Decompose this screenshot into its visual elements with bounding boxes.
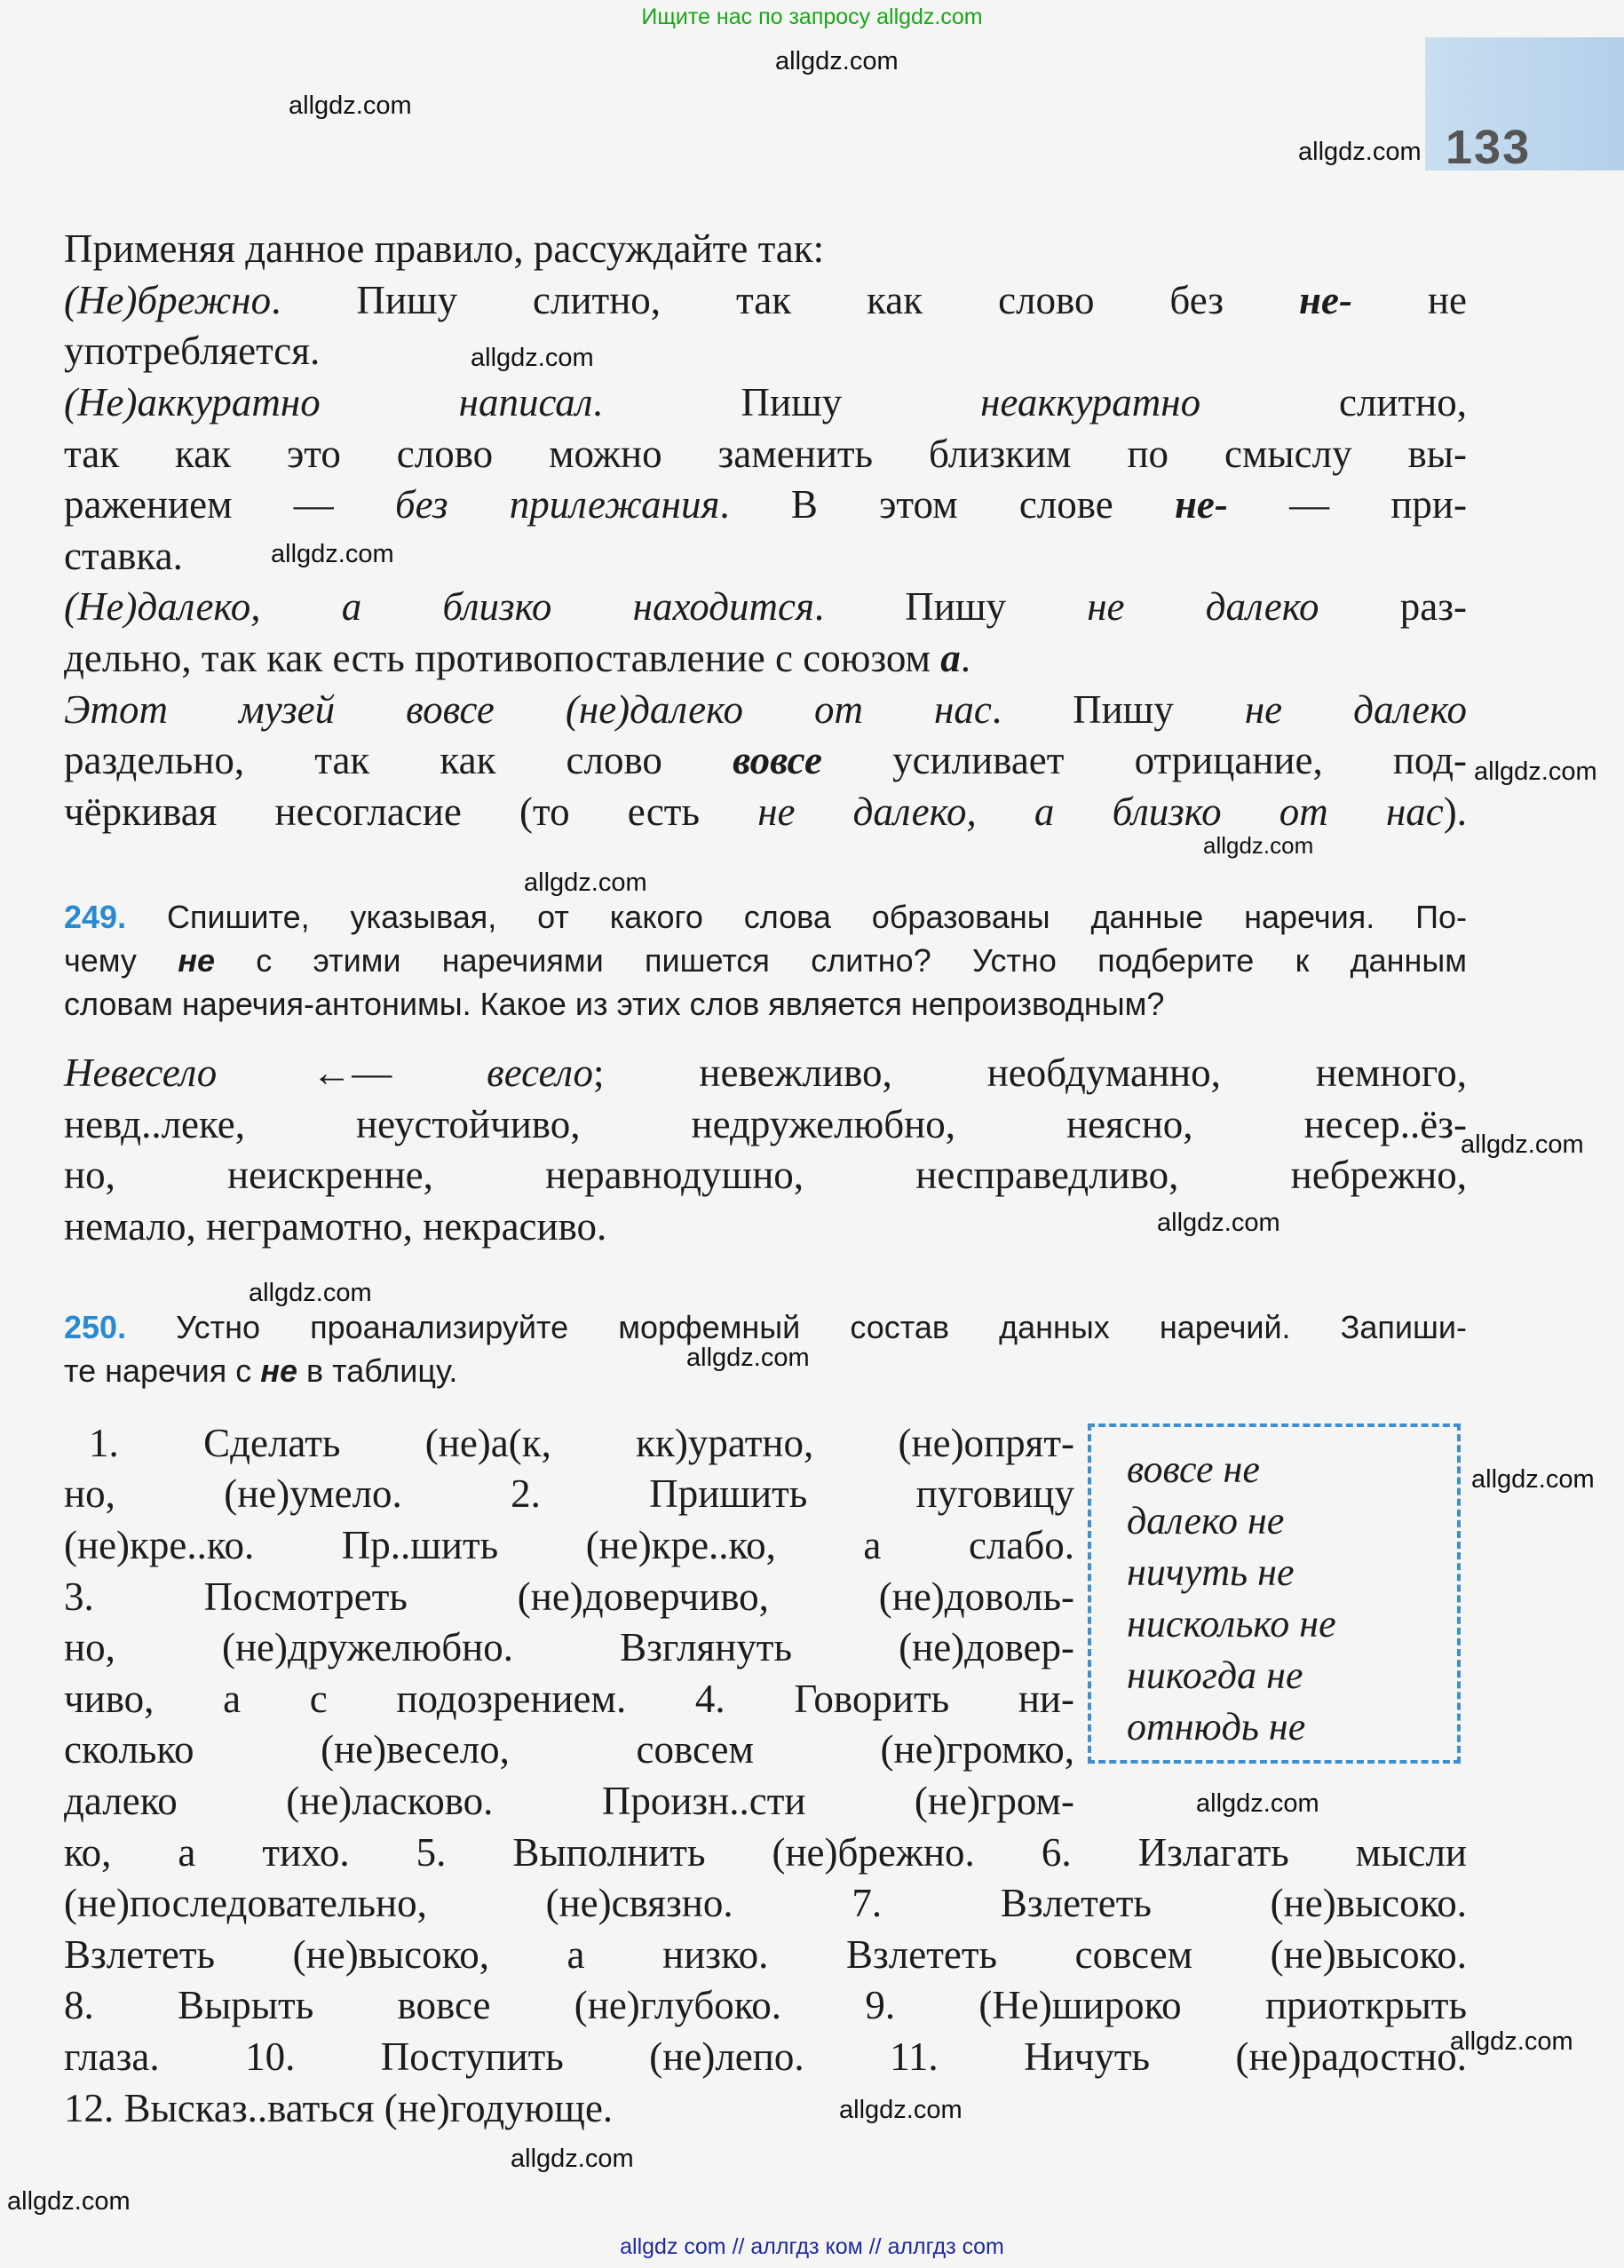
conjunction: а (940, 636, 961, 680)
exercise-number: 249. (64, 899, 127, 935)
text: ). (1443, 789, 1468, 834)
text: ; невежливо, необдуманно, немного, (593, 1051, 1468, 1095)
ex249-words-2: невд..леке, неустойчиво, недружелюбно, неясно, несер..ёз- (64, 1102, 1467, 1146)
rule-line-6 (64, 480, 1467, 531)
prefix: не- (1174, 482, 1228, 527)
text: не (1351, 278, 1467, 322)
particle: не (260, 1352, 297, 1389)
text: . Пишу (592, 380, 981, 424)
rule-line-5: так как это слово можно заменить близким по смыслу вы- (64, 432, 1467, 476)
ex250-line: чиво, а с подозрением. 4. Говорить ни- (64, 1677, 1074, 1721)
page-number: 133 (1446, 121, 1532, 174)
ex250-full-line: Взлететь (не)высоко, а низко. Взлететь совсем (не)высоко. (64, 1932, 1467, 1977)
example-phrase: без прилежания (395, 482, 720, 527)
watermark: allgdz.com (775, 47, 899, 75)
ex250-line: но, (не)дружелюбно. Взглянуть (не)довер- (64, 1625, 1074, 1669)
ex250-last-line: 12. Высказ..ваться (не)годующе. (64, 2086, 614, 2130)
rule-line-3: употребляется. (64, 329, 321, 373)
watermark: allgdz.com (839, 2096, 963, 2124)
rule-line-4 (64, 377, 1467, 429)
text: — при- (1227, 482, 1467, 527)
watermark: allgdz.com (1471, 1465, 1595, 1494)
text: . (960, 636, 970, 680)
watermark: allgdz.com (471, 344, 594, 372)
rule-line-2 (64, 275, 1467, 327)
text: с этими наречиями пишется слитно? Устно подберите к данным (214, 942, 1468, 979)
prefix: не- (1299, 278, 1352, 322)
watermark: allgdz.com (1157, 1209, 1280, 1237)
emphasis-word: вовсе (733, 738, 822, 782)
exercise-number: 250. (64, 1309, 127, 1345)
watermark: allgdz.com (249, 1279, 372, 1307)
ex250-line: но, (не)умело. 2. Пришить пуговицу (64, 1471, 1074, 1516)
ex250-full-line: ко, а тихо. 5. Выполнить (не)брежно. 6. Излагать мысли (64, 1830, 1467, 1875)
box-phrase: далеко не (1127, 1499, 1285, 1542)
watermark: allgdz.com (271, 540, 394, 568)
rule-line-7: ставка. (64, 534, 183, 578)
text: Спишите, указывая, от какого слова образованы данные наречия. По- (166, 899, 1467, 935)
rule-line-12 (64, 787, 1467, 838)
rule-line-10 (64, 685, 1467, 736)
ex249-task-line-1 (64, 895, 1467, 939)
watermark: allgdz.com (1203, 832, 1314, 859)
ex250-line: 1. Сделать (не)а(к, кк)уратно, (не)опрят- (89, 1421, 1074, 1465)
text: раздельно, так как слово (64, 738, 733, 782)
example-word: не далеко (1087, 584, 1319, 629)
negation-phrases-box (1088, 1423, 1461, 1764)
text: те наречия с (64, 1352, 261, 1389)
text: чему (64, 942, 178, 979)
rule-line-9 (64, 633, 1467, 685)
watermark: allgdz.com (1461, 1130, 1584, 1159)
particle: не (178, 942, 215, 979)
text: . В этом слове (719, 482, 1175, 527)
example-phrase: не далеко, а близко от нас (757, 789, 1444, 834)
ex249-words-3: но, неискренне, неравнодушно, несправедливо, небрежно, (64, 1153, 1467, 1197)
example-phrase: Этот музей вовсе (не)далеко от нас (64, 687, 992, 732)
watermark: allgdz.com (1298, 138, 1422, 166)
text: . Пишу (813, 584, 1088, 629)
text: усиливает отрицание, под- (821, 738, 1467, 782)
example-word: Невесело (64, 1051, 218, 1095)
text: слитно, (1200, 380, 1468, 424)
arrow: ←— (312, 1051, 392, 1095)
box-phrase: отнюдь не (1127, 1705, 1306, 1749)
text: в таблицу. (297, 1352, 458, 1389)
example-word: весело (487, 1051, 593, 1095)
text: . Пишу слитно, так как слово без (271, 278, 1299, 322)
top-banner[interactable]: Ищите нас по запросу allgdz.com (641, 4, 983, 29)
box-phrase: нисколько не (1127, 1602, 1336, 1645)
box-phrase: вовсе не (1127, 1447, 1260, 1491)
watermark: allgdz.com (524, 868, 647, 897)
ex250-task-line-1 (64, 1305, 1467, 1349)
watermark: allgdz.com (1196, 1789, 1319, 1818)
ex250-line: далеко (не)ласково. Произн..сти (не)гром- (64, 1779, 1074, 1823)
watermark: allgdz.com (7, 2187, 131, 2216)
example-phrase: (Не)далеко, а близко находится (64, 584, 814, 629)
ex250-task-line-2 (64, 1349, 1467, 1392)
watermark: allgdz.com (1474, 757, 1597, 786)
ex249-words-1 (64, 1048, 1467, 1099)
text: ражением — (64, 482, 395, 527)
rule-line-1: Применяя данное правило, рассуждайте так: (64, 226, 825, 271)
ex250-full-line: (не)последовательно, (не)связно. 7. Взлететь (не)высоко. (64, 1881, 1467, 1925)
text: . Пишу (991, 687, 1245, 732)
text: чёркивая несогласие (то есть (64, 789, 758, 834)
ex250-line: (не)кре..ко. Пр..шить (не)кре..ко, а слабо. (64, 1523, 1074, 1567)
ex250-line: 3. Посмотреть (не)доверчиво, (не)доволь- (64, 1574, 1074, 1619)
ex249-task-line-3: словам наречия-антонимы. Какое из этих слов является непроизводным? (64, 986, 1165, 1022)
ex250-full-line: глаза. 10. Поступить (не)лепо. 11. Ничуть (не)радостно. (64, 2034, 1467, 2079)
text: Устно проанализируйте морфемный состав данных наречий. Запиши- (176, 1309, 1467, 1345)
example-phrase: (Не)аккуратно написал (64, 380, 593, 424)
rule-line-11 (64, 735, 1467, 787)
box-phrase: ничуть не (1127, 1550, 1295, 1594)
text: дельно, так как есть противопоставление с союзом (64, 636, 941, 680)
bottom-banner[interactable]: allgdz com // аллгдз ком // аллгдз com (620, 2234, 1004, 2259)
watermark: allgdz.com (289, 91, 412, 120)
ex249-task-line-2 (64, 939, 1467, 982)
example-word: не далеко (1244, 687, 1467, 732)
ex250-line: сколько (не)весело, совсем (не)громко, (64, 1727, 1074, 1772)
ex250-full-line: 8. Вырыть вовсе (не)глубоко. 9. (Не)широко приоткрыть (64, 1983, 1467, 2027)
watermark: allgdz.com (1450, 2027, 1573, 2056)
watermark: allgdz.com (686, 1344, 810, 1372)
example-word: неаккуратно (980, 380, 1201, 424)
ex249-words-4: немало, неграмотно, некрасиво. (64, 1204, 607, 1249)
text: раз- (1319, 584, 1467, 629)
example-word: (Не)брежно (64, 278, 272, 322)
rule-line-8 (64, 582, 1467, 633)
watermark: allgdz.com (511, 2145, 634, 2173)
box-phrase: никогда не (1127, 1653, 1303, 1697)
